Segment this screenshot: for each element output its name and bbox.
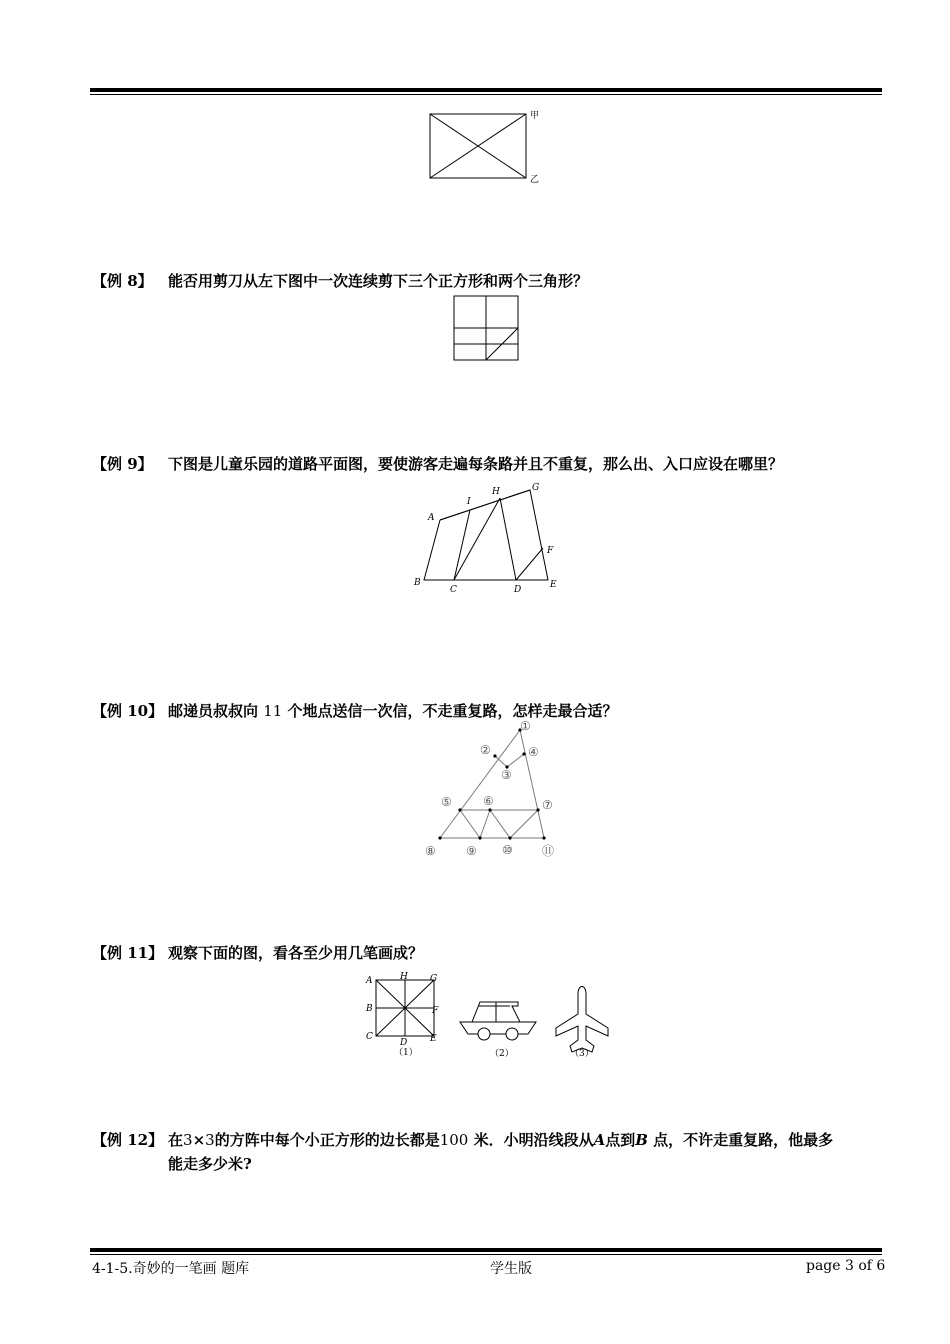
caption-1: （1） — [394, 1048, 418, 1058]
figure-rectangle-diagonals — [420, 108, 550, 188]
label-jia: 甲 — [530, 111, 540, 121]
example-11-text: 观察下面的图，看各至少用几笔画成？ — [168, 944, 424, 962]
point-f: F — [547, 546, 554, 556]
point-e: E — [550, 580, 557, 590]
sq-label-g: G — [430, 974, 438, 984]
node-9: ⑨ — [466, 844, 477, 858]
point-h: H — [492, 487, 500, 497]
sq-label-c: C — [366, 1032, 373, 1042]
sq-label-a: A — [366, 976, 373, 986]
example-8-label: 【例 8】 — [92, 272, 153, 290]
point-a: A — [428, 513, 435, 523]
example-12-label: 【例 12】 — [92, 1131, 164, 1149]
node-8: ⑧ — [425, 844, 436, 858]
caption-2: （2） — [490, 1049, 514, 1059]
node-1: ① — [520, 719, 531, 733]
caption-3: （3） — [570, 1049, 594, 1059]
example-8 — [92, 270, 588, 291]
footer-page-number: page 3 of 6 — [806, 1258, 886, 1274]
figure-mail-route — [420, 716, 570, 861]
example-9 — [92, 453, 783, 474]
ex12-n1: 3 — [183, 1131, 193, 1149]
header-rule-thin — [90, 94, 882, 95]
node-2: ② — [480, 743, 491, 757]
ex12-t5: 点到 — [605, 1131, 636, 1149]
example-10-num: 11 — [263, 702, 283, 720]
ex12-t1: 在 — [168, 1131, 184, 1149]
sq-label-f: F — [432, 1006, 439, 1016]
sq-label-h: H — [400, 972, 408, 982]
example-10-text-b: 个地点送信一次信，不走重复路，怎样走最合适？ — [282, 702, 618, 720]
example-12 — [92, 1128, 833, 1176]
node-11: ⑪ — [542, 844, 555, 858]
node-6: ⑥ — [483, 794, 494, 808]
ex12-n3: 100 — [439, 1131, 469, 1149]
airplane-drawing — [556, 987, 608, 1053]
figure-park-paths — [410, 480, 570, 595]
node-5: ⑤ — [441, 795, 452, 809]
node-7: ⑦ — [542, 798, 553, 812]
example-10-text-a: 邮递员叔叔向 — [168, 702, 264, 720]
sq-label-b: B — [366, 1004, 373, 1014]
example-8-text: 能否用剪刀从左下图中一次连续剪下三个正方形和两个三角形？ — [168, 272, 589, 290]
ex12-t4: 米．小明沿线段从 — [468, 1131, 594, 1149]
point-g: G — [532, 483, 540, 493]
example-11 — [92, 942, 423, 963]
footer-rule-thin — [90, 1254, 882, 1255]
sq-label-d: D — [400, 1038, 408, 1048]
sq-label-e: E — [430, 1034, 437, 1044]
ex12-t3: 的方阵中每个小正方形的边长都是 — [214, 1131, 440, 1149]
label-yi: 乙 — [530, 175, 540, 185]
ex12-n2: 3 — [205, 1131, 215, 1149]
footer-rule — [90, 1248, 882, 1252]
footer-title: 4-1-5.奇妙的一笔画 题库 — [92, 1261, 250, 1277]
car-drawing — [460, 1002, 536, 1040]
example-9-text: 下图是儿童乐园的道路平面图，要使游客走遍每条路并且不重复，那么出、入口应设在哪里？ — [168, 455, 784, 473]
ex12-point-b: B — [635, 1131, 648, 1149]
ex12-t2: × — [192, 1131, 206, 1149]
header-rule — [90, 88, 882, 92]
ex12-point-a: A — [593, 1131, 606, 1149]
node-4: ④ — [528, 745, 539, 759]
example-10-label: 【例 10】 — [92, 702, 164, 720]
figure-square-grid — [452, 294, 522, 364]
footer-edition: 学生版 — [490, 1261, 532, 1277]
node-3: ③ — [501, 768, 512, 782]
node-10: ⑩ — [502, 843, 513, 857]
ex12-t6: 点，不许走重复路，他最多 — [647, 1131, 834, 1149]
example-9-label: 【例 9】 — [92, 455, 153, 473]
point-b: B — [414, 578, 421, 588]
point-i: I — [467, 497, 471, 507]
ex12-line2: 能走多少米? — [168, 1155, 252, 1173]
example-11-label: 【例 11】 — [92, 944, 164, 962]
figure-drawings — [360, 970, 620, 1065]
point-d: D — [514, 585, 522, 595]
point-c: C — [450, 585, 457, 595]
